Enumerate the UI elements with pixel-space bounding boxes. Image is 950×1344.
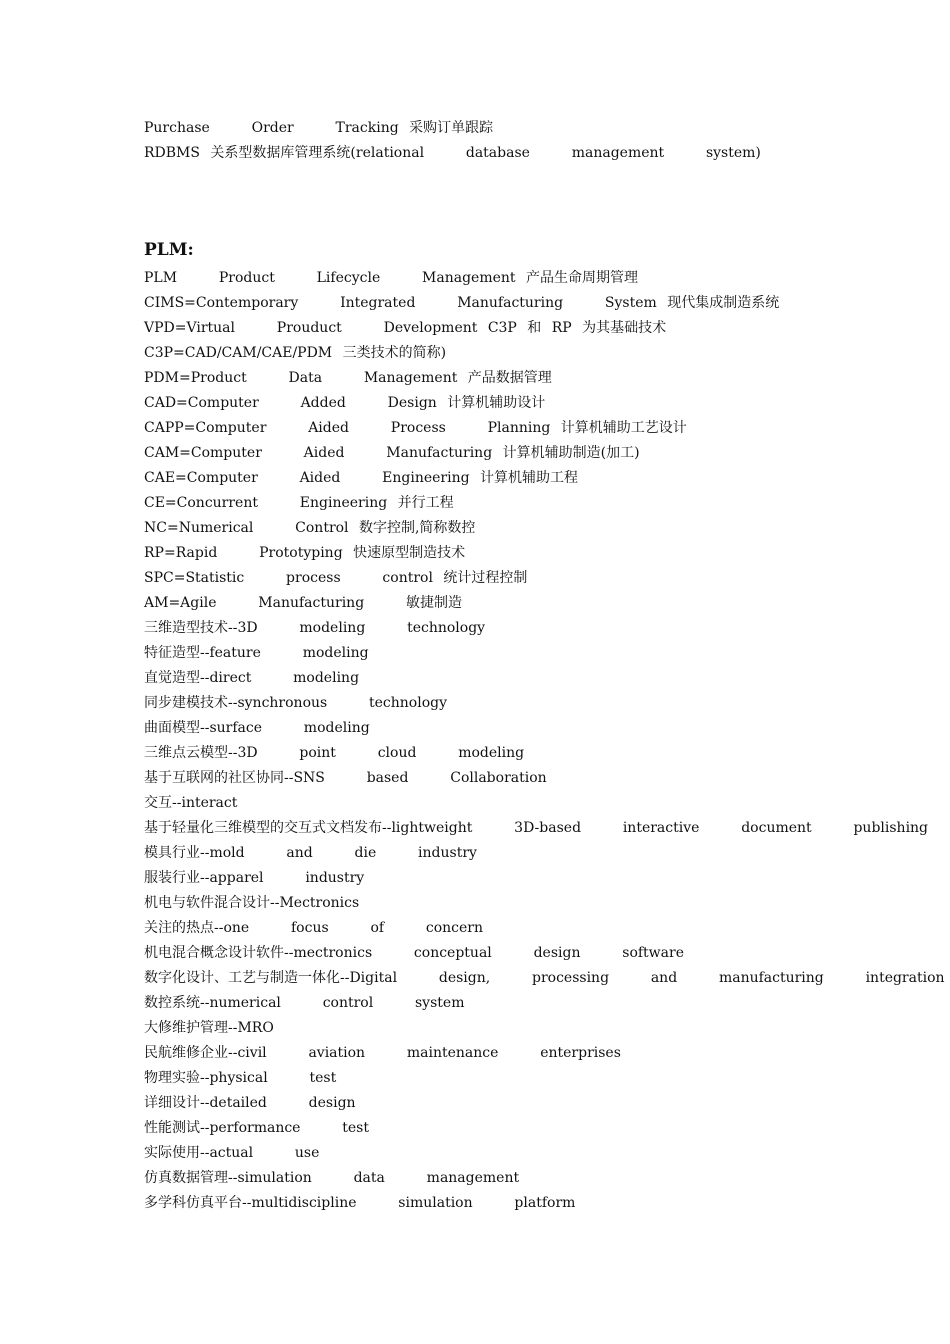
- entry-digital-integration: 数字化设计、工艺与制造一体化--Digital design, processing and manufacturing integration: [144, 970, 945, 986]
- entry-surface-modeling: 曲面模型--surface modeling: [144, 720, 370, 736]
- entry-vpd: VPD=Virtual Prouduct Development C3P 和 RP 为其基础技术: [144, 320, 667, 336]
- entry-plm: PLM Product Lifecycle Management 产品生命周期管理: [144, 270, 638, 286]
- entry-detailed-design: 详细设计--detailed design: [144, 1095, 356, 1111]
- entry-c3p: C3P=CAD/CAM/CAE/PDM 三类技术的简称): [144, 345, 447, 361]
- entry-numerical-control-system: 数控系统--numerical control system: [144, 995, 465, 1011]
- entry-multidiscipline-platform: 多学科仿真平台--multidiscipline simulation platform: [144, 1195, 576, 1211]
- entry-civil-aviation: 民航维修企业--civil aviation maintenance enterprises: [144, 1045, 621, 1061]
- entry-actual-use: 实际使用--actual use: [144, 1145, 320, 1161]
- entry-capp: CAPP=Computer Aided Process Planning 计算机辅助工艺设计: [144, 420, 687, 436]
- entry-point-cloud: 三维点云模型--3D point cloud modeling: [144, 745, 525, 761]
- entry-nc: NC=Numerical Control 数字控制,简称数控: [144, 520, 476, 536]
- entry-mold-die: 模具行业--mold and die industry: [144, 845, 477, 861]
- entry-spc: SPC=Statistic process control 统计过程控制: [144, 570, 528, 586]
- section-heading-plm: PLM:: [144, 240, 194, 260]
- intro-line-rdbms: RDBMS 关系型数据库管理系统(relational database management system): [144, 145, 761, 161]
- entry-cae: CAE=Computer Aided Engineering 计算机辅助工程: [144, 470, 579, 486]
- entry-am: AM=Agile Manufacturing 敏捷制造: [144, 595, 462, 611]
- entry-apparel: 服装行业--apparel industry: [144, 870, 365, 886]
- entry-cims: CIMS=Contemporary Integrated Manufacturing System 现代集成制造系统: [144, 295, 780, 311]
- intro-line-purchase-order-tracking: Purchase Order Tracking 采购订单跟踪: [144, 120, 494, 136]
- entry-feature-modeling: 特征造型--feature modeling: [144, 645, 369, 661]
- entry-mectronics: 机电与软件混合设计--Mectronics: [144, 895, 360, 911]
- entry-performance-test: 性能测试--performance test: [144, 1120, 369, 1136]
- entry-focus-of-concern: 关注的热点--one focus of concern: [144, 920, 483, 936]
- entry-interact: 交互--interact: [144, 795, 238, 811]
- entry-3d-modeling: 三维造型技术--3D modeling technology: [144, 620, 486, 636]
- entry-synchronous-technology: 同步建模技术--synchronous technology: [144, 695, 447, 711]
- entry-conceptual-design-software: 机电混合概念设计软件--mectronics conceptual design software: [144, 945, 684, 961]
- entry-mro: 大修维护管理--MRO: [144, 1020, 274, 1036]
- entry-direct-modeling: 直觉造型--direct modeling: [144, 670, 360, 686]
- entry-cad: CAD=Computer Added Design 计算机辅助设计: [144, 395, 546, 411]
- entry-rp: RP=Rapid Prototyping 快速原型制造技术: [144, 545, 466, 561]
- entry-pdm: PDM=Product Data Management 产品数据管理: [144, 370, 552, 386]
- entry-cam: CAM=Computer Aided Manufacturing 计算机辅助制造(加工): [144, 445, 640, 461]
- entry-ce: CE=Concurrent Engineering 并行工程: [144, 495, 454, 511]
- entry-sns-collaboration: 基于互联网的社区协同--SNS based Collaboration: [144, 770, 547, 786]
- entry-physical-test: 物理实验--physical test: [144, 1070, 337, 1086]
- entry-simulation-data-management: 仿真数据管理--simulation data management: [144, 1170, 520, 1186]
- entry-lightweight-publishing: 基于轻量化三维模型的交互式文档发布--lightweight 3D-based interactive document publishing: [144, 820, 929, 836]
